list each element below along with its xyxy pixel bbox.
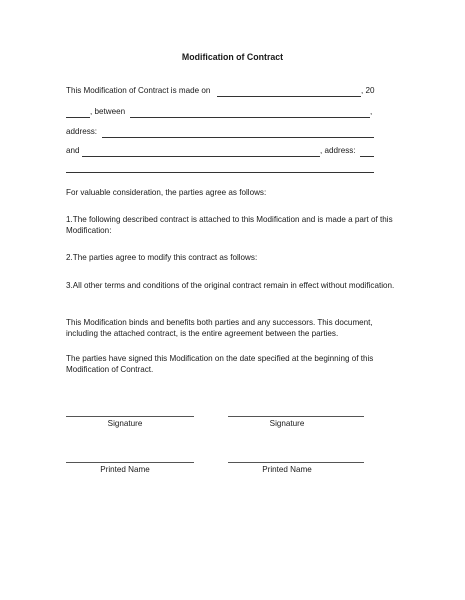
signature-line-left[interactable] xyxy=(66,416,194,417)
second-address-label: , address: xyxy=(320,146,356,155)
signed-paragraph: The parties have signed this Modification on the date specified at the beginning of this Modification of Contract. xyxy=(66,354,374,374)
second-party-blank[interactable] xyxy=(82,156,320,157)
consideration-paragraph: For valuable consideration, the parties agree as follows: xyxy=(66,188,267,197)
signature-label-left: Signature xyxy=(107,419,143,428)
signature-label-right: Signature xyxy=(269,419,305,428)
second-party-address-blank[interactable] xyxy=(360,156,374,157)
second-party-address-continued-blank[interactable] xyxy=(66,172,374,173)
and-label: and xyxy=(66,146,80,155)
first-party-comma: , xyxy=(370,107,373,116)
clause-1: 1.The following described contract is attached to this Modification and is made a part of this Modification: xyxy=(66,215,393,235)
year-label: , 20 xyxy=(361,86,375,95)
between-label: , between xyxy=(90,107,126,116)
signature-line-right[interactable] xyxy=(228,416,364,417)
binds-paragraph: This Modification binds and benefits both parties and any successors. This document, including the attached contract, is the entire agreement between the parties. xyxy=(66,318,373,338)
made-on-label: This Modification of Contract is made on xyxy=(66,86,211,95)
document-title: Modification of Contract xyxy=(181,52,284,62)
printed-name-line-left[interactable] xyxy=(66,462,194,463)
date-blank[interactable] xyxy=(217,96,361,97)
day-blank[interactable] xyxy=(66,117,90,118)
address-label: address: xyxy=(66,127,98,136)
printed-name-label-right: Printed Name xyxy=(262,465,312,474)
printed-name-label-left: Printed Name xyxy=(100,465,150,474)
first-party-blank[interactable] xyxy=(130,117,370,118)
clause-3: 3.All other terms and conditions of the original contract remain in effect without modification. xyxy=(66,281,395,290)
printed-name-line-right[interactable] xyxy=(228,462,364,463)
clause-2: 2.The parties agree to modify this contract as follows: xyxy=(66,253,258,262)
first-party-address-blank[interactable] xyxy=(102,137,374,138)
